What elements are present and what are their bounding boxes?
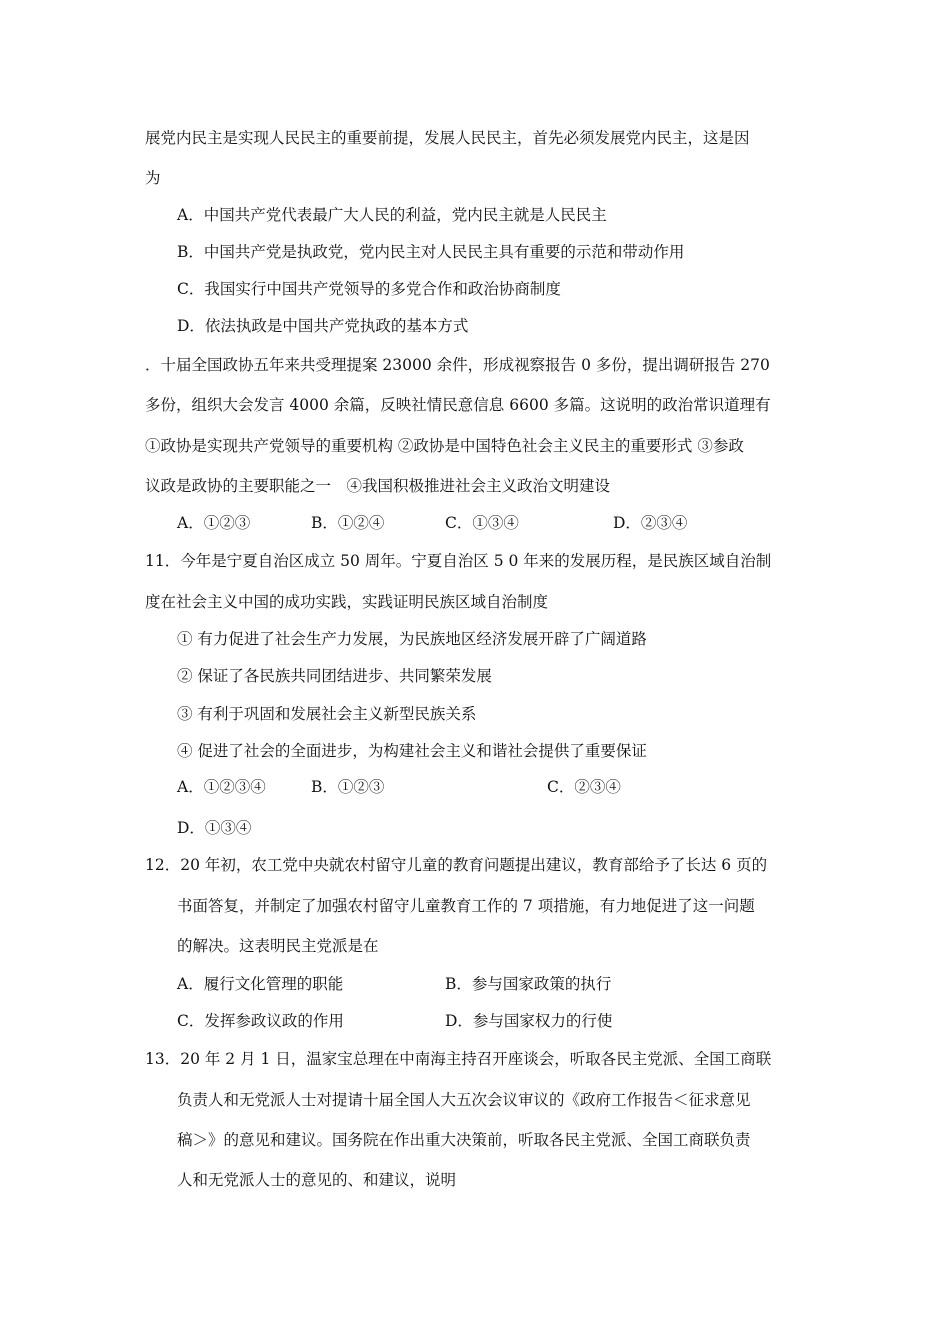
q9-option-d: D．依法执政是中国共产党执政的基本方式 (177, 317, 469, 335)
q11-option-a: A．①②③④ (177, 778, 266, 796)
q13-stem-line-2: 负责人和无党派人士对提请十届全国人大五次会议审议的《政府工作报告＜征求意见 (177, 1091, 751, 1109)
q11-option-c: C．②③④ (547, 778, 621, 796)
q13-stem-line-1: 13．20 年 2 月 1 日，温家宝总理在中南海主持召开座谈会，听取各民主党派、全国工商联 (145, 1050, 772, 1068)
q12-option-a: A．履行文化管理的职能 (177, 975, 344, 993)
q13-stem-line-3: 稿＞》的意见和建议。国务院在作出重大决策前，听取各民主党派、全国工商联负责 (177, 1131, 751, 1149)
q11-item-4: ④ 促进了社会的全面进步，为构建社会主义和谐社会提供了重要保证 (177, 742, 647, 760)
q11-item-2: ② 保证了各民族共同团结进步、共同繁荣发展 (177, 667, 492, 685)
q12-stem-line-1: 12．20 年初，农工党中央就农村留守儿童的教育问题提出建议，教育部给予了长达 6 页的 (145, 856, 768, 874)
q9-stem-line-2: 为 (145, 169, 161, 187)
q11-stem-line-1: 11．今年是宁夏自治区成立 50 周年。宁夏自治区 5 0 年来的发展历程，是民族区域自治制 (145, 552, 772, 570)
q13-stem-line-4: 人和无党派人士的意见的、和建议，说明 (177, 1171, 457, 1189)
q12-option-c: C．发挥参政议政的作用 (177, 1012, 344, 1030)
q12-stem-line-2: 书面答复，并制定了加强农村留守儿童教育工作的 7 项措施，有力地促进了这一问题 (177, 897, 755, 915)
q10-option-b: B．①②④ (311, 514, 385, 532)
q12-option-d: D．参与国家权力的行使 (445, 1012, 613, 1030)
q11-item-3: ③ 有利于巩固和发展社会主义新型民族关系 (177, 705, 477, 723)
q9-option-a: A．中国共产党代表最广大人民的利益，党内民主就是人民民主 (177, 206, 607, 224)
q12-stem-line-3: 的解决。这表明民主党派是在 (177, 937, 379, 955)
q9-option-b: B．中国共产党是执政党，党内民主对人民民主具有重要的示范和带动作用 (177, 243, 685, 261)
q11-option-b: B．①②③ (311, 778, 385, 796)
q11-stem-line-2: 度在社会主义中国的成功实践，实践证明民族区域自治制度 (145, 593, 549, 611)
q10-option-d: D．②③④ (613, 514, 688, 532)
q9-option-c: C．我国实行中国共产党领导的多党合作和政治协商制度 (177, 280, 561, 298)
q10-stem-line-1: ．十届全国政协五年来共受理提案 23000 余件，形成视察报告 0 多份，提出调研报告 270 (145, 356, 770, 374)
q11-option-d: D．①③④ (177, 819, 252, 837)
q11-item-1: ① 有力促进了社会生产力发展，为民族地区经济发展开辟了广阔道路 (177, 630, 647, 648)
q10-stem-line-3: ①政协是实现共产党领导的重要机构 ②政协是中国特色社会主义民主的重要形式 ③参政 (145, 437, 744, 455)
q10-stem-line-4: 议政是政协的主要职能之一 ④我国积极推进社会主义政治文明建设 (145, 477, 611, 495)
q10-option-a: A．①②③ (177, 514, 251, 532)
q10-option-c: C．①③④ (445, 514, 519, 532)
q10-stem-line-2: 多份，组织大会发言 4000 余篇，反映社情民意信息 6600 多篇。这说明的政治常识道理有 (145, 396, 771, 414)
q9-stem-line-1: 展党内民主是实现人民民主的重要前提，发展人民民主，首先必须发展党内民主，这是因 (145, 129, 750, 147)
q12-option-b: B．参与国家政策的执行 (445, 975, 612, 993)
